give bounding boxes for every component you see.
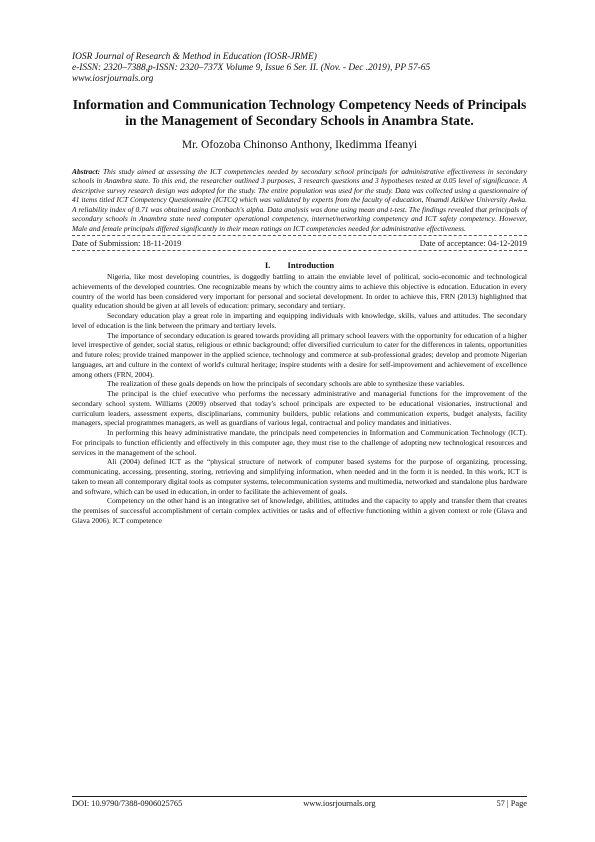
body-paragraph: Nigeria, like most developing countries, is doggedly battling to attain the enviable level of political, socio-economic and technological achievements of the developed countries. One recognizable means by which the country aims to achieve this objective is education. Education in every country of the world has been considered very important for personal and societal development. In order to achieve this, FRN (2013) highlighted that quality education should be given at all levels of education: primary, secondary and tertiary.	[72, 272, 527, 311]
section-heading: I. Introduction	[264, 260, 335, 271]
footer-doi: DOI: 10.9790/7388-0906025765	[72, 799, 183, 808]
body-paragraph: The principal is the chief executive who performs the necessary administrative and managerial functions for the improvement of the secondary school system. Williams (2009) observed that today's school principals are expected to be educational visionaries, instructional and curriculum leaders, assessment experts, disciplinarians, community builders, public relations and communication experts, budget analysts, facility managers, special programmes managers, as well as guardians of various legal, contractual and policy mandates and initiatives.	[72, 389, 527, 428]
paper-page	[72, 52, 527, 526]
body-paragraph: The realization of these goals depends on how the principals of secondary schools are able to synthesize these variables.	[107, 379, 465, 389]
paper-title: Information and Communication Technology Competency Needs of Principals in the Management of Secondary Schools in Anambra State.	[72, 96, 527, 129]
abstract-label: Abstract:	[72, 166, 101, 176]
dates-row	[72, 239, 527, 248]
page-footer	[72, 799, 527, 808]
divider	[72, 235, 527, 236]
body-paragraph: The importance of secondary education is geared towards providing all primary school leavers with the opportunity for education of a higher level irrespective of gender, social status, religious or ethnic background; offer diversified curriculum to cater for the differences in talents, opportunities and future roles; provide trained manpower in the applied science, technology and commerce at sub-professional grades; develop and promote Nigerian languages, art and culture in the context of world's cultural heritage; inspire students with a desire for self-improvement and achievement of excellence among others (FRN, 2004).	[72, 330, 527, 379]
body-paragraph: In performing this heavy administrative mandate, the principals need competencies in Information and Communication Technology (ICT). For principals to function efficiently and effectively in this computer age, they must rise to the challenge of adopting new technological resources and services in the management of the school.	[72, 428, 527, 457]
journal-website: www.iosrjournals.org	[72, 74, 154, 85]
body-paragraph: Ali (2004) defined ICT as the “physical structure of network of computer based systems for the purpose of organizing, processing, communicating, accessing, presenting, storing, retrieving and simplifying information, when needed and in the form it is needed. In this work, ICT is taken to mean all contemporary digital tools as computer systems, telecommunication systems and multimedia, networked and standalone plus hardware and software, which can be used in education, in order to facilitate the achievement of goals.	[72, 457, 527, 496]
body-paragraph: Competency on the other hand is an integrative set of knowledge, abilities, attitudes and the capacity to apply and transfer them that creates the premises of successful accomplishment of certain complex activities or tasks and of effective functioning within a given context or role (Glava and Glava 2006). ICT competence	[72, 496, 527, 525]
date-of-acceptance: Date of acceptance: 04-12-2019	[419, 239, 527, 249]
paper-authors: Mr. Ofozoba Chinonso Anthony, Ikedimma Ifeanyi	[181, 138, 418, 151]
page-number: 57 | Page	[496, 799, 527, 808]
date-of-submission: Date of Submission: 18-11-2019	[72, 239, 182, 249]
journal-name: IOSR Journal of Research & Method in Education (IOSR-JRME)	[72, 52, 317, 62]
abstract	[72, 167, 527, 234]
journal-issn: e-ISSN: 2320–7388,p-ISSN: 2320–737X Volume 9, Issue 6 Ser. II. (Nov. - Dec .2019), PP 57-65	[72, 63, 431, 74]
footer-website: www.iosrjournals.org	[303, 799, 376, 808]
body-paragraph: Secondary education play a great role in imparting and equipping individuals with knowledge, skills, values and attitudes. The secondary level of education is the link between the primary and tertiary levels.	[72, 311, 527, 330]
divider	[72, 250, 527, 251]
footer-divider	[72, 796, 527, 797]
abstract-text: This study aimed at assessing the ICT competencies needed by secondary school principals for administrative effectiveness in secondary schools in Anambra state. To this end, the researcher outlined 3 purposes, 3 research questions and 3 hypotheses tested at 0.05 level of significance. A descriptive survey research design was adopted for the study. The entire population was used for the study. Data was collected using a questionnaire of 41 items titled ICT Competency Questionnaire (ICTCQ which was validated by experts from the faculty of education, Nnamdi Azikiwe University Awka. A reliability index of 0.71 was obtained using Cronbach's alpha. Data analysis was done using mean and t-test. The findings revealed that principals of secondary schools in Anambra state need computer operational competency, internet/networking competency and ICT safety competency. However, Male and female principals differed significantly in their mean ratings on ICT competencies needed for administrative effectiveness.	[72, 166, 527, 233]
